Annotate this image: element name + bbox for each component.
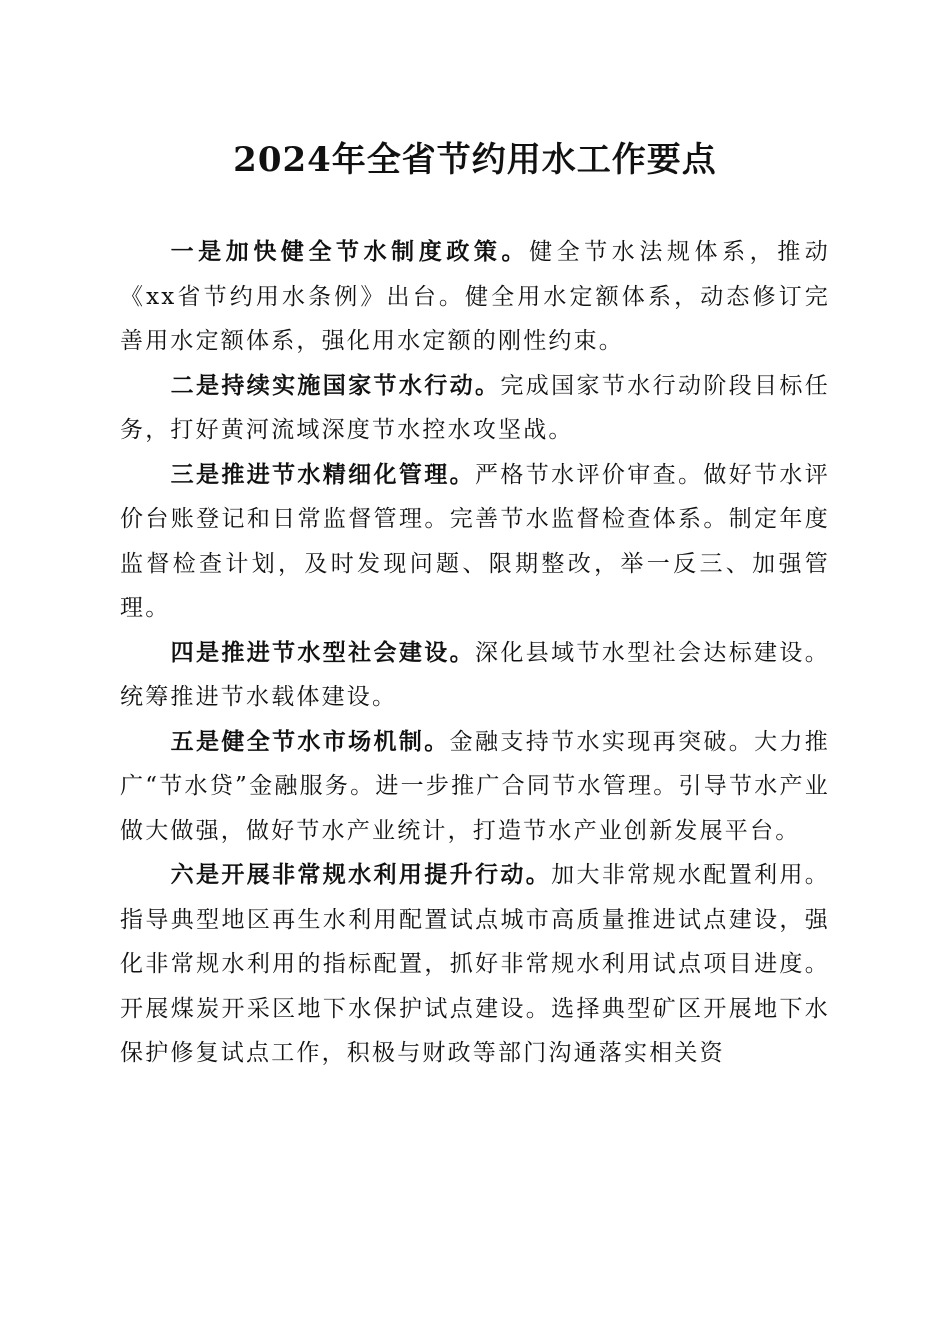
paragraph-6 [120,853,830,1076]
paragraph-3-lead: 三是推进节水精细化管理。 [170,460,476,488]
paragraph-2 [120,364,830,453]
paragraph-3 [120,453,830,631]
paragraph-1 [120,230,830,364]
paragraph-6-text: 加大非常规水配置利用。指导典型地区再生水利用配置试点城市高质量推进试点建设，强化非常规水利用的指标配置，抓好非常规水利用试点项目进度。开展煤炭开采区地下水保护试点建设。选择典型矿区开展地下水保护修复试点工作，积极与财政等部门沟通落实相关资 [120,862,831,1066]
paragraph-1-lead: 一是加快健全节水制度政策。 [170,238,530,265]
paragraph-5-text: 金融支持节水实现再突破。大力推广“节水贷”金融服务。进一步推广合同节水管理。引导节水产业做大做强，做好节水产业统计，打造节水产业创新发展平台。 [120,728,831,844]
paragraph-2-text: 完成国家节水行动阶段目标任务，打好黄河流域深度节水控水攻坚战。 [120,372,830,443]
paragraph-1-text: 健全节水法规体系，推动《xx省节约用水条例》出台。健全用水定额体系，动态修订完善用水定额体系，强化用水定额的刚性约束。 [120,239,830,354]
paragraph-4 [120,631,830,720]
paragraph-3-text: 严格节水评价审查。做好节水评价台账登记和日常监督管理。完善节水监督检查体系。制定年度监督检查计划，及时发现问题、限期整改，举一反三、加强管理。 [120,461,830,621]
paragraph-5-lead: 五是健全节水市场机制。 [170,727,450,755]
paragraph-4-lead: 四是推进节水型社会建设。 [170,638,476,666]
paragraph-5 [120,720,830,854]
document-body [120,230,830,1076]
paragraph-6-lead: 六是开展非常规水利用提升行动。 [170,861,552,888]
document-title: 2024年全省节约用水工作要点 [233,140,717,180]
paragraph-2-lead: 二是持续实施国家节水行动。 [170,371,501,399]
paragraph-4-text: 深化县域节水型社会达标建设。统筹推进节水载体建设。 [120,639,830,710]
